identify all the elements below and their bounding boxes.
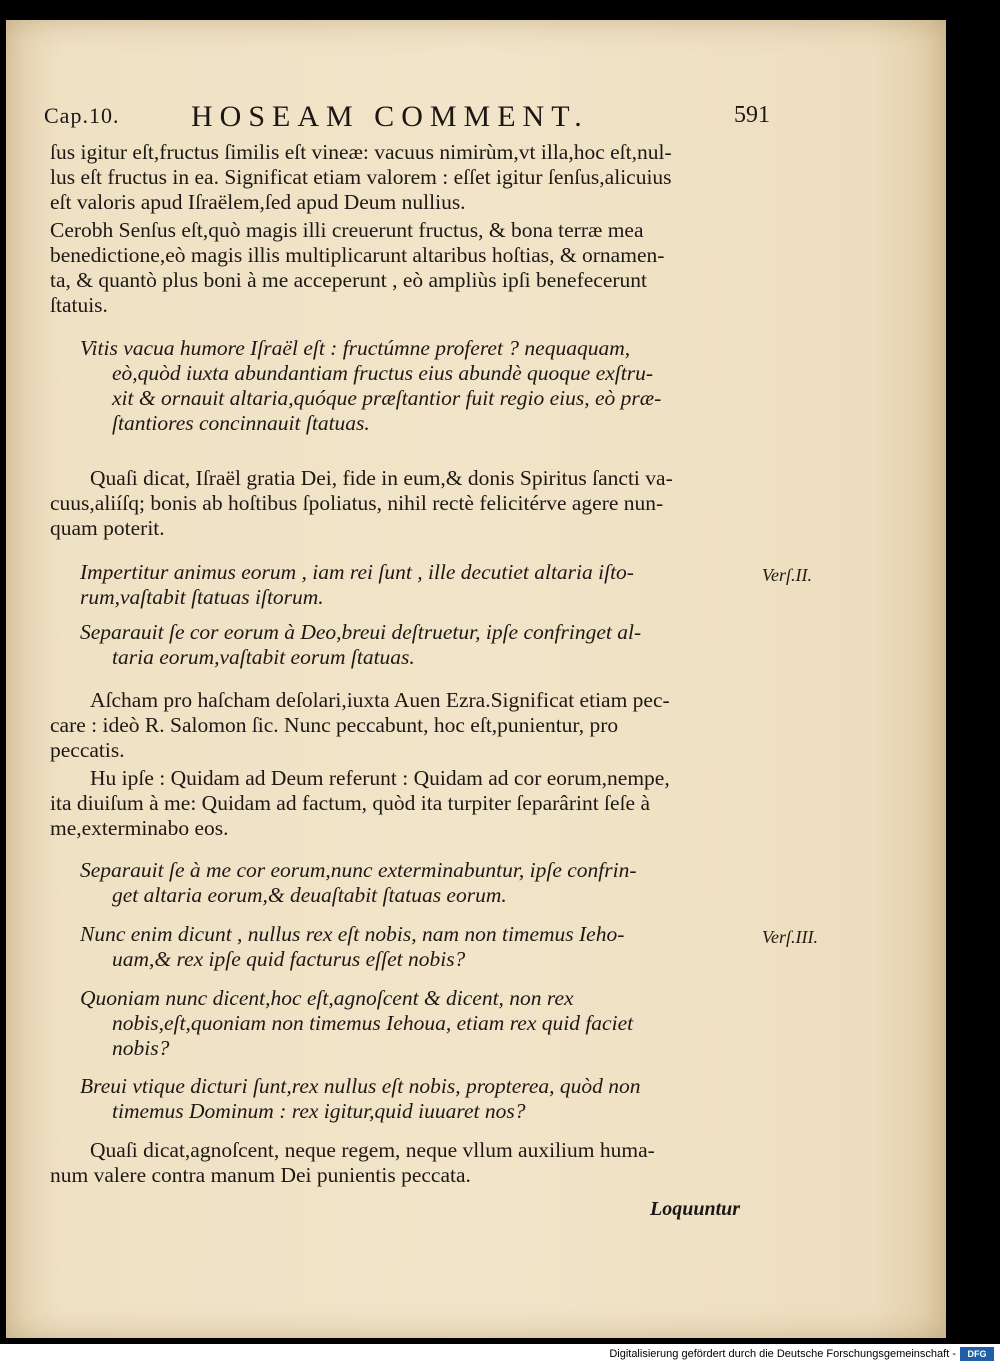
text-line: lus eſt fructus in ea. Significat etiam valorem : eſſet igitur ſenſus,alicuius <box>50 165 672 189</box>
text-line: Cerobh Senſus eſt,quò magis illi creuerunt fructus, & bona terræ mea <box>50 218 644 242</box>
paragraph <box>50 218 762 318</box>
text-line: ſtatuis. <box>50 293 108 317</box>
text-line: quam poterit. <box>50 516 165 540</box>
text-line: peccatis. <box>50 738 125 762</box>
text-line: Quoniam nunc dicent,hoc eſt,agnoſcent & dicent, non rex <box>80 986 574 1010</box>
dfg-logo: DFG <box>960 1347 994 1361</box>
text-line: care : ideò R. Salomon ſic. Nunc peccabunt, hoc eſt,punientur, pro <box>50 713 619 737</box>
page-number: 591 <box>734 102 770 128</box>
text-line: rum,vaſtabit ſtatuas iſtorum. <box>80 585 324 609</box>
text-line: Separauit ſe à me cor eorum,nunc exterminabuntur, ipſe confrin- <box>80 858 637 882</box>
footer-bar <box>0 1344 1000 1364</box>
text-line: eò,quòd iuxta abundantiam fructus eius abundè quoque exſtru- <box>112 361 654 385</box>
verse-paragraph <box>80 986 760 1061</box>
text-line: Breui vtique dicturi ſunt,rex nullus eſt nobis, propterea, quòd non <box>80 1074 641 1098</box>
text-line: num valere contra manum Dei punientis peccata. <box>50 1163 471 1187</box>
text-line: taria eorum,vaſtabit eorum ſtatuas. <box>112 645 415 669</box>
text-line: nobis? <box>112 1036 170 1060</box>
verse-paragraph <box>80 858 760 908</box>
verse-paragraph <box>80 1074 760 1124</box>
paragraph <box>50 688 762 763</box>
verse-paragraph <box>80 620 760 670</box>
text-line: Vitis vacua humore Iſraël eſt : fructúmne proferet ? nequaquam, <box>80 336 631 360</box>
text-line: Nunc enim dicunt , nullus rex eſt nobis, nam non timemus Ieho- <box>80 922 625 946</box>
text-line: Quaſi dicat, Iſraël gratia Dei, fide in eum,& donis Spiritus ſancti va- <box>90 466 673 490</box>
text-line: uam,& rex ipſe quid facturus eſſet nobis? <box>112 947 466 971</box>
text-line: eſt valoris apud Iſraëlem,ſed apud Deum nullius. <box>50 190 466 214</box>
paragraph <box>50 466 762 541</box>
verse-paragraph <box>80 922 760 972</box>
text-line: Quaſi dicat,agnoſcent, neque regem, neque vllum auxilium huma- <box>90 1138 655 1162</box>
text-line: me,exterminabo eos. <box>50 816 229 840</box>
verse-paragraph <box>80 560 760 610</box>
text-line: xit & ornauit altaria,quóque præſtantior fuit regio eius, eò præ- <box>112 386 662 410</box>
paragraph <box>50 766 762 841</box>
text-line: ta, & quantò plus boni à me acceperunt , eò ampliùs ipſi benefecerunt <box>50 268 648 292</box>
chapter-heading: Cap.10. <box>44 103 120 128</box>
text-line: Hu ipſe : Quidam ad Deum referunt : Quidam ad cor eorum,nempe, <box>90 766 670 790</box>
verse-paragraph <box>80 336 760 436</box>
text-line: Separauit ſe cor eorum à Deo,breui deſtruetur, ipſe confringet al- <box>80 620 642 644</box>
running-title: HOSEAM COMMENT. <box>191 100 589 133</box>
catchword: Loquuntur <box>650 1198 741 1220</box>
text-line: ita diuiſum à me: Quidam ad factum, quòd ita turpiter ſeparârint ſeſe à <box>50 791 651 815</box>
text-line: benedictione,eò magis illis multiplicarunt altaribus hoſtias, & ornamen- <box>50 243 665 267</box>
text-line: Impertitur animus eorum , iam rei ſunt , ille decutiet altaria iſto- <box>80 560 634 584</box>
text-line: get altaria eorum,& deuaſtabit ſtatuas eorum. <box>112 883 507 907</box>
text-line: Aſcham pro haſcham deſolari,iuxta Auen Ezra.Significat etiam pec- <box>90 688 670 712</box>
text-line: nobis,eſt,quoniam non timemus Iehoua, etiam rex quid faciet <box>112 1011 634 1035</box>
paragraph <box>50 1138 762 1188</box>
text-line: ſus igitur eſt,fructus ſimilis eſt vineæ: vacuus nimirùm,vt illa,hoc eſt,nul- <box>50 140 672 164</box>
text-line: cuus,aliíſq; bonis ab hoſtibus ſpoliatus, nihil rectè felicitérve agere nun- <box>50 491 664 515</box>
text-line: timemus Dominum : rex igitur,quid iuuaret nos? <box>112 1099 526 1123</box>
text-line: ſtantiores concinnauit ſtatuas. <box>112 411 370 435</box>
margin-note: Verſ.II. <box>762 565 812 585</box>
paragraph <box>50 140 762 215</box>
funding-notice: Digitalisierung gefördert durch die Deutsche Forschungsgemeinschaft - <box>609 1348 956 1360</box>
margin-note: Verſ.III. <box>762 927 818 947</box>
